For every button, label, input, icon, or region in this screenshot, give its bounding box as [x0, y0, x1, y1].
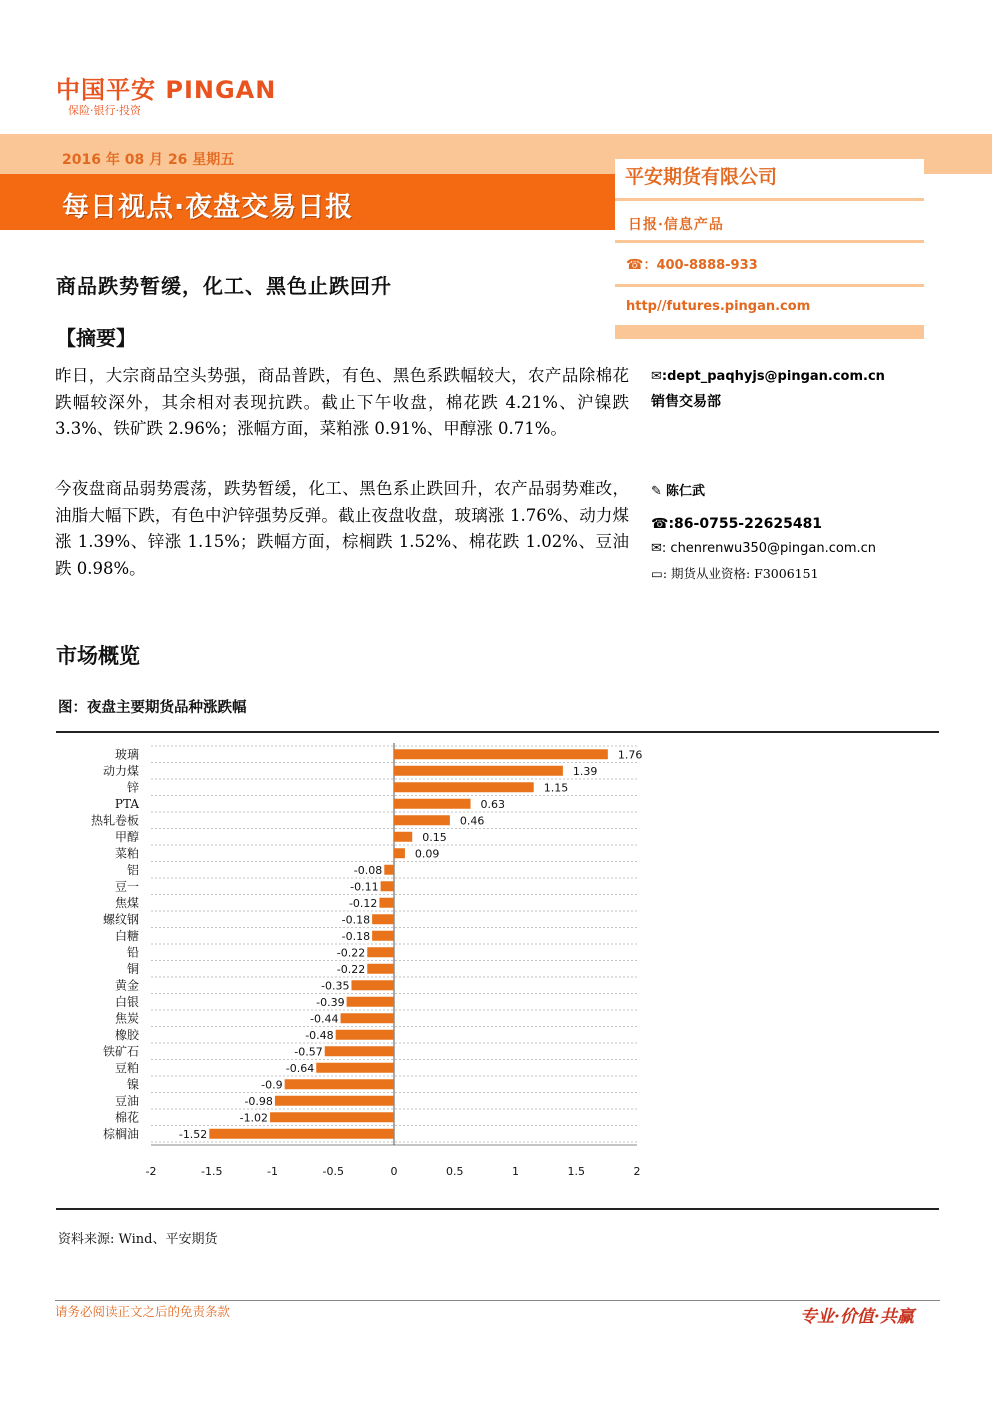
value-label: -0.48: [305, 1028, 334, 1042]
value-label: -0.22: [336, 962, 366, 976]
category-label: 甲醇: [114, 829, 139, 844]
panel-divider: [615, 284, 924, 287]
footer-rule: [55, 1300, 940, 1301]
dept-email[interactable]: [651, 369, 885, 384]
value-label: -0.57: [294, 1045, 323, 1059]
bar: [394, 799, 471, 809]
category-label: 热轧卷板: [90, 813, 139, 828]
value-label: 1.39: [572, 764, 598, 778]
category-label: 黄金: [114, 978, 139, 993]
value-label: -0.9: [261, 1078, 283, 1092]
figure-top-rule: [56, 731, 939, 733]
bar: [316, 1063, 394, 1073]
value-label: -0.98: [244, 1094, 273, 1108]
value-label: -0.35: [321, 979, 350, 993]
data-source: 资料来源: Wind、平安期货: [58, 1232, 218, 1247]
category-label: 玻璃: [114, 747, 139, 762]
category-label: 豆油: [114, 1093, 139, 1108]
x-tick-label: -1.5: [201, 1165, 223, 1175]
category-label: 焦炭: [114, 1011, 139, 1026]
bar: [384, 865, 394, 875]
mail-icon: ✉: [651, 369, 662, 384]
value-label: 1.76: [617, 748, 643, 762]
category-label: 橡胶: [114, 1027, 139, 1042]
panel-divider: [615, 156, 924, 159]
department: 销售交易部: [651, 394, 721, 410]
license-text: : 期货从业资格: F3006151: [662, 566, 819, 581]
value-label: -1.52: [178, 1127, 208, 1141]
category-label: 锌: [126, 780, 139, 795]
bar: [367, 947, 394, 957]
category-label: PTA: [114, 796, 139, 811]
value-label: 0.46: [459, 814, 485, 828]
author-email-text: : chenrenwu350@pingan.com.cn: [661, 541, 876, 556]
category-label: 铜: [126, 961, 139, 976]
value-label: 1.15: [543, 781, 569, 795]
phone-icon: ☎: [651, 516, 669, 532]
value-label: 0.09: [414, 847, 440, 861]
value-label: -0.18: [341, 913, 371, 927]
bar: [394, 782, 534, 792]
value-label: 0.15: [422, 830, 447, 844]
bar: [379, 898, 394, 908]
book-icon: ▭: [651, 566, 663, 581]
x-tick-label: -1: [267, 1165, 278, 1175]
abstract-paragraph-1: 昨日，大宗商品空头势强，商品普跌，有色、黑色系跌幅较大，农产品除棉花跌幅较深外，其余相对表现抗跌。截止下午收盘，棉花跌 4.21%、沪镍跌 3.3%、铁矿跌 2.96%；涨幅方面，菜粕涨 0.91%、甲醇涨 0.71%。: [55, 366, 629, 438]
value-label: -1.02: [239, 1111, 269, 1125]
category-label: 铅: [126, 945, 139, 960]
report-date: 2016 年 08 月 26 星期五: [62, 152, 235, 168]
x-tick-label: 0.5: [446, 1165, 464, 1175]
panel-bottom-band: [615, 325, 924, 339]
bar: [275, 1096, 394, 1106]
value-label: -0.39: [316, 995, 345, 1009]
x-tick-label: 1: [512, 1165, 519, 1175]
website-link[interactable]: http//futures.pingan.com: [626, 299, 811, 314]
pingan-logo: 中国平安 PINGAN: [56, 76, 277, 104]
logo-subtitle: 保险·银行·投资: [68, 104, 141, 117]
company-name: 平安期货有限公司: [625, 166, 778, 188]
disclaimer-link[interactable]: 请务必阅读正文之后的免责条款: [55, 1304, 231, 1319]
mail-icon: ✉: [651, 541, 662, 556]
category-label: 铝: [126, 862, 139, 877]
figure-bottom-rule: [56, 1208, 939, 1210]
value-label: -0.44: [310, 1012, 339, 1026]
x-tick-label: -0.5: [322, 1165, 344, 1175]
value-label: -0.18: [341, 929, 371, 943]
bar: [209, 1129, 394, 1139]
author-email[interactable]: [651, 541, 876, 556]
bar: [381, 881, 394, 891]
category-label: 棉花: [114, 1110, 139, 1125]
category-label: 铁矿石: [102, 1044, 139, 1059]
pen-icon: ✎: [651, 484, 667, 499]
bar: [367, 964, 394, 974]
slogan: 专业·价值·共赢: [800, 1307, 914, 1327]
bar: [270, 1112, 394, 1122]
hotline-number: ：400-8888-933: [643, 258, 758, 273]
category-label: 白银: [114, 994, 139, 1009]
bar: [394, 848, 405, 858]
value-label: -0.12: [348, 896, 378, 910]
category-label: 动力煤: [102, 763, 139, 778]
headline: 商品跌势暂缓，化工、黑色止跌回升: [56, 274, 392, 298]
value-label: -0.64: [285, 1061, 315, 1075]
x-tick-label: 0: [390, 1165, 398, 1175]
value-label: -0.11: [350, 880, 379, 894]
hotline: [626, 254, 758, 273]
value-label: -0.08: [353, 863, 383, 877]
value-label: 0.63: [480, 797, 506, 811]
bar: [351, 980, 394, 990]
category-label: 豆粕: [114, 1060, 139, 1075]
category-label: 镍: [126, 1077, 139, 1092]
abstract-heading: 【摘要】: [56, 326, 136, 350]
category-label: 焦煤: [114, 895, 139, 910]
value-label: -0.22: [336, 946, 366, 960]
x-tick-label: -2: [145, 1165, 157, 1175]
bar: [394, 749, 608, 759]
abstract-paragraph-2: 今夜盘商品弱势震荡，跌势暂缓，化工、黑色系止跌回升，农产品弱势难改，油脂大幅下跌，有色中沪锌强势反弹。截止夜盘收盘，玻璃涨 1.76%、动力煤涨 1.39%、锌涨 1.15%；跌幅方面，棕榈跌 1.52%、棉花跌 1.02%、豆油跌 0.98%。: [55, 479, 629, 578]
bar: [325, 1046, 394, 1056]
bar: [372, 931, 394, 941]
phone-icon: ☎: [626, 257, 644, 273]
author-license: [651, 564, 819, 582]
category-label: 菜粕: [114, 846, 139, 861]
bar: [372, 914, 394, 924]
bar: [347, 997, 394, 1007]
author-phone-text: :86-0755-22625481: [668, 516, 823, 532]
x-tick-label: 2: [633, 1165, 641, 1175]
bar: [394, 832, 412, 842]
author-name: 陈仁武: [666, 484, 706, 499]
author: [651, 480, 705, 499]
category-label: 白糖: [114, 928, 139, 943]
author-phone: [651, 516, 822, 532]
bar: [341, 1013, 394, 1023]
category-label: 螺纹钢: [102, 912, 139, 927]
category-label: 棕榈油: [102, 1126, 139, 1141]
bar: [394, 815, 450, 825]
bar: [394, 766, 563, 776]
bar: [336, 1030, 394, 1040]
report-title: 每日视点·夜盘交易日报: [62, 192, 354, 223]
category-label: 豆一: [114, 879, 139, 894]
report-type: 日报·信息产品: [628, 217, 724, 233]
dept-email-text: :dept_paqhyjs@pingan.com.cn: [661, 369, 885, 384]
x-tick-label: 1.5: [567, 1165, 585, 1175]
bar: [285, 1079, 394, 1089]
panel-divider: [615, 240, 924, 243]
figure-title: 图：夜盘主要期货品种涨跌幅: [58, 700, 247, 716]
panel-divider: [615, 198, 924, 201]
futures-change-chart: [56, 735, 656, 1175]
section-title: 市场概览: [56, 643, 140, 668]
